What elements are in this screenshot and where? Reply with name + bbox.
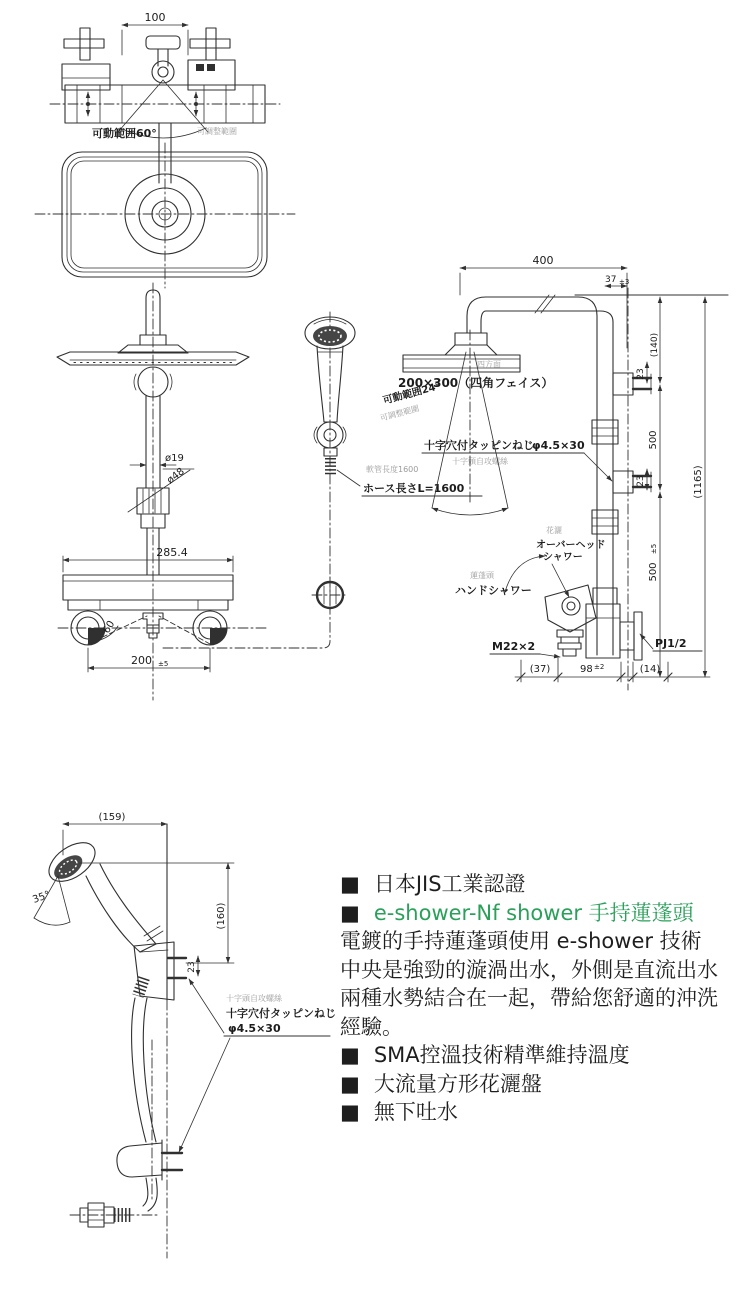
dim-98: 98 — [580, 664, 593, 675]
feature-line — [340, 899, 748, 928]
dim-500-lower: 500 — [648, 562, 659, 582]
feature-text: 中央是強勁的漩渦出水，外側是直流出水 — [340, 957, 718, 982]
dim-285-4: 285.4 — [156, 546, 188, 559]
dim-140: (140) — [650, 332, 660, 358]
hand-shower-jp-label: ハンドシャワー — [455, 584, 532, 597]
feature-text: 經驗。 — [340, 1014, 403, 1039]
tapping-screw-size-label: φ4.5×30 — [532, 439, 585, 452]
overhead-shower-zh-label: 花灑 — [546, 526, 562, 535]
shower-column-side-view — [379, 254, 728, 690]
feature-line — [340, 1013, 748, 1042]
dim-angle-60: 60 — [101, 618, 118, 636]
feature-text: 日本JIS工業認證 — [373, 872, 526, 896]
dim-dia19: ø19 — [165, 453, 184, 464]
bullet-icon: ■ — [340, 900, 360, 925]
dim-37: 37 — [605, 275, 617, 285]
feature-line — [340, 956, 748, 985]
swing-range-60-label: 可動範囲60° — [92, 127, 157, 140]
dim-400: 400 — [532, 254, 554, 267]
dim-dia48: ø48 — [165, 466, 187, 487]
bullet-icon: ■ — [340, 872, 360, 896]
dim-500-lower-tol: ±5 — [650, 543, 658, 555]
hose-length-zh-label: 軟管長度1600 — [366, 465, 419, 474]
tapping-screw-zh-label-2: 十字頭自攻螺絲 — [226, 994, 282, 1003]
dim-37-tol: ±3 — [619, 278, 630, 286]
swing-range-60-zh-label: 可調整範圍 — [197, 127, 237, 136]
feature-text: 大流量方形花灑盤 — [373, 1071, 542, 1096]
feature-line — [340, 870, 748, 899]
dim-14: (14) — [639, 664, 661, 675]
feature-line — [340, 1070, 748, 1099]
dim-200-tol: ±5 — [158, 660, 169, 668]
dim-23-bracket: 23 — [187, 961, 197, 973]
valve-top-view — [50, 11, 280, 140]
hand-shower-side-view — [31, 812, 336, 1258]
hose-length-jp-label: ホース長さL=1600 — [363, 482, 465, 495]
bullet-icon: ■ — [340, 1100, 360, 1124]
hand-shower-zh-label: 蓮蓬頭 — [470, 571, 494, 580]
tapping-screw-jp-label: 十字穴付タッピンねじ — [424, 439, 534, 452]
feature-text: e-shower-Nf shower 手持蓮蓬頭 — [373, 900, 694, 925]
face-zh-label: 四方面 — [477, 360, 501, 369]
hand-shower-front-view — [305, 312, 612, 613]
swing-range-24-label: 可動範囲24° — [381, 381, 442, 407]
bullet-icon: ■ — [340, 1043, 360, 1067]
feature-text: SMA控溫技術精準維持溫度 — [373, 1043, 630, 1067]
dim-23-upper: 23 — [636, 368, 646, 380]
headshower-top-view — [35, 123, 295, 288]
overhead-shower-jp-label: オーバーヘッド — [536, 540, 606, 551]
feature-line — [340, 1098, 748, 1127]
dim-100: 100 — [144, 11, 166, 24]
dim-160: (160) — [216, 902, 227, 930]
dim-500-upper: 500 — [648, 430, 659, 450]
tapping-screw-zh-label: 十字頭自攻螺絲 — [452, 457, 508, 466]
m22-label: M22×2 — [492, 640, 536, 653]
feature-line — [340, 1041, 748, 1070]
feature-line — [340, 984, 748, 1013]
shower-column-front-view — [57, 283, 330, 700]
feature-text: 電鍍的手持蓮蓬頭使用 e-shower 技術 — [340, 929, 702, 953]
pj-label: PJ1/2 — [655, 637, 687, 650]
dim-23-lower: 23 — [636, 475, 646, 487]
dim-angle-35: 35° — [31, 889, 52, 906]
feature-text: 無下吐水 — [373, 1100, 458, 1124]
dim-200: 200 — [131, 654, 152, 667]
feature-line — [340, 927, 748, 956]
tapping-screw-size-label-2: φ4.5×30 — [228, 1022, 281, 1035]
dim-37b: (37) — [529, 664, 551, 675]
feature-list — [340, 870, 748, 1127]
swing-range-24-zh-label: 可調整範圍 — [379, 403, 421, 423]
dim-159: (159) — [98, 812, 126, 823]
dim-1165: (1165) — [693, 465, 704, 499]
tapping-screw-jp-label-2: 十字穴付タッピンねじ — [226, 1007, 336, 1020]
face-size-label: 200×300（四角フェイス） — [398, 376, 554, 390]
feature-text: 兩種水勢結合在一起，帶給您舒適的沖洗 — [340, 986, 718, 1010]
dim-98-tol: ±2 — [594, 663, 605, 671]
overhead-shower-jp-label2: シャワー — [543, 552, 583, 563]
bullet-icon: ■ — [340, 1071, 360, 1096]
